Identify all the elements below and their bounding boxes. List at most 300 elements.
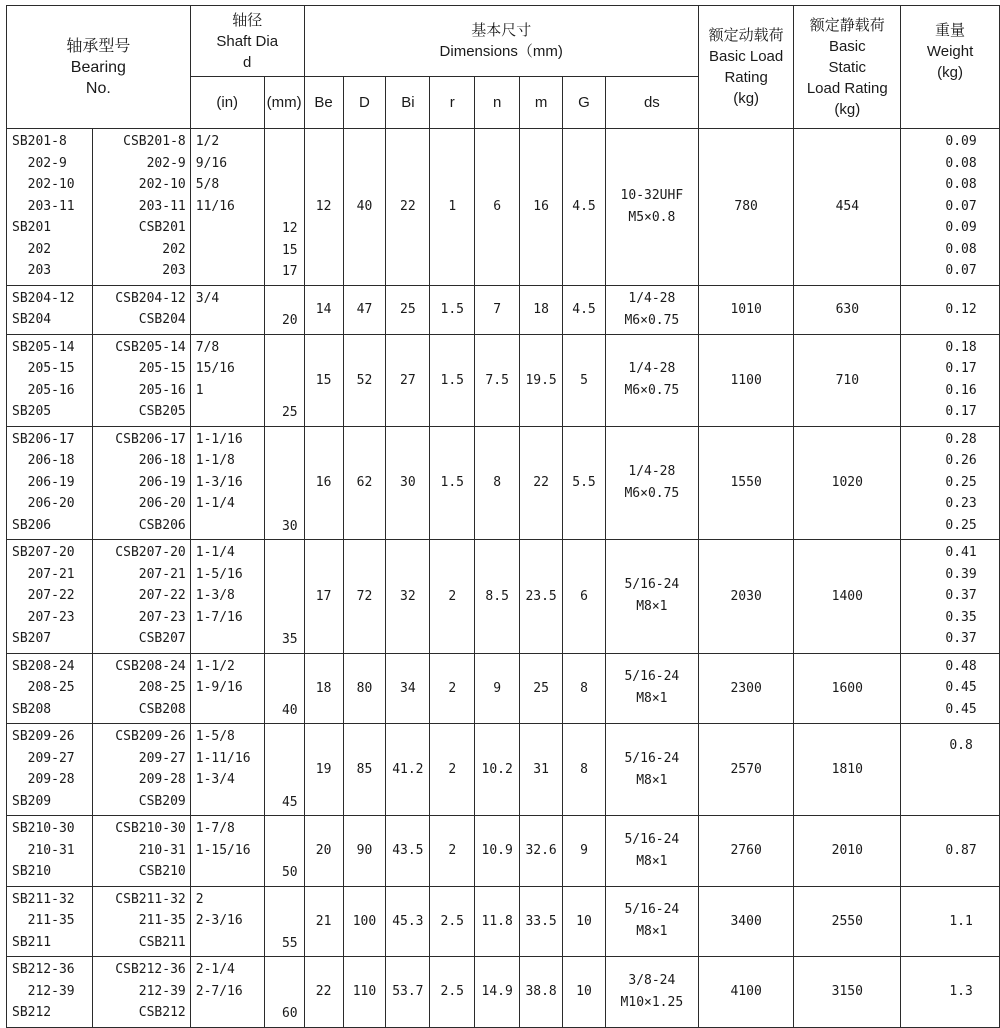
dim-n: 7: [475, 285, 520, 334]
table-row: [7, 285, 1000, 334]
dynamic-load-value: 1550: [698, 426, 794, 540]
weight-value: [901, 653, 1000, 724]
shaft-dia-mm: [264, 724, 304, 816]
header-bearing-no-en2: No.: [85, 79, 111, 97]
dim-bi: 32: [386, 540, 430, 654]
bearing-no-sb-line: SB211-32: [12, 891, 75, 907]
header-bi: Bi: [386, 77, 430, 129]
dim-ds-line: M5×0.8: [628, 209, 676, 225]
shaft-dia-in-line: 1-1/16: [195, 431, 243, 447]
bearing-no-csb-line: CSB207-20: [115, 545, 186, 560]
dim-g: 9: [563, 816, 606, 887]
shaft-dia-in-line: 1-9/16: [195, 680, 243, 695]
dim-bi: 45.3: [386, 886, 430, 957]
weight-value-line: 0.17: [945, 361, 977, 376]
dim-m: 38.8: [520, 957, 563, 1028]
dim-n: 10.2: [475, 724, 520, 816]
bearing-no-csb-line: CSB205-14: [115, 339, 186, 355]
bearing-no-sb-line: SB204-12: [12, 290, 75, 306]
bearing-no-csb-line: 207-22: [138, 588, 186, 603]
bearing-spec-table: [6, 5, 1000, 1028]
shaft-dia-in-line: 1-3/16: [195, 474, 243, 490]
dim-r: 2.5: [430, 886, 475, 957]
bearing-no-sb-line: 207-23: [12, 609, 75, 625]
weight-value-line: 0.08: [945, 241, 977, 257]
shaft-dia-in-line: 1-1/4: [195, 545, 235, 560]
header-shaft-dia-en: Shaft Dia: [216, 32, 279, 50]
shaft-dia-mm: [264, 653, 304, 724]
dim-bi: 30: [386, 426, 430, 540]
dim-be: 14: [304, 285, 343, 334]
bearing-no-csb: [92, 957, 190, 1028]
shaft-dia-in-line: 1/2: [195, 134, 220, 149]
bearing-no-csb-line: 212-39: [138, 983, 186, 999]
dim-g: 6: [563, 540, 606, 654]
header-weight: [901, 6, 1000, 129]
weight-value-line: 0.08: [945, 155, 977, 171]
static-load-value: 2550: [794, 886, 901, 957]
weight-value-line: 0.23: [945, 496, 977, 511]
header-weight-unit: (kg): [937, 64, 963, 81]
header-be: Be: [304, 77, 343, 129]
header-r: r: [430, 77, 475, 129]
shaft-dia-mm-value: 12: [281, 221, 298, 236]
shaft-dia-in: [190, 886, 264, 957]
header-static-load-en: Basic: [828, 37, 866, 55]
shaft-dia-in: [190, 653, 264, 724]
bearing-no-sb: [7, 540, 93, 654]
bearing-no-sb-line: 202: [12, 241, 52, 257]
dynamic-load-value: 2030: [698, 540, 794, 654]
dim-r: 1.5: [430, 334, 475, 426]
dim-m: 25: [520, 653, 563, 724]
dim-ds-line: 5/16-24: [624, 577, 680, 593]
bearing-no-csb-line: 206-19: [138, 474, 186, 490]
dim-g: 4.5: [563, 285, 606, 334]
bearing-no-sb-line: 206-20: [12, 496, 75, 511]
bearing-no-csb-line: 209-27: [138, 750, 186, 766]
shaft-dia-in-line: 9/16: [195, 155, 228, 171]
bearing-no-csb-line: 202-9: [146, 155, 186, 171]
bearing-no-sb: [7, 957, 93, 1028]
dim-ds-line: 5/16-24: [624, 902, 680, 918]
weight-value-line: 1.3: [949, 984, 973, 1000]
dim-be: 19: [304, 724, 343, 816]
weight-value: [901, 816, 1000, 887]
bearing-no-csb-line: CSB212-36: [115, 962, 186, 977]
dim-d: 85: [343, 724, 386, 816]
shaft-dia-in: [190, 957, 264, 1028]
weight-value: [901, 957, 1000, 1028]
header-d: D: [343, 77, 386, 129]
bearing-no-csb-line: CSB201: [138, 220, 186, 235]
dim-ds-line: 1/4-28: [628, 290, 676, 306]
dim-ds-line: M8×1: [636, 691, 668, 707]
bearing-no-sb-line: 209-27: [12, 750, 75, 766]
static-load-value: 1600: [794, 653, 901, 724]
dim-ds: [605, 540, 698, 654]
weight-value: [901, 724, 1000, 816]
weight-value-line: 0.45: [945, 680, 977, 695]
bearing-no-sb-line: 212-39: [12, 983, 75, 999]
dim-ds-line: 5/16-24: [624, 750, 680, 766]
bearing-no-csb-line: 205-15: [138, 361, 186, 376]
dim-ds-line: 1/4-28: [628, 463, 676, 479]
bearing-no-sb-line: SB201-8: [12, 134, 67, 149]
header-dynamic-load-en: Basic Load: [709, 48, 784, 65]
bearing-no-sb-line: SB207-20: [12, 545, 75, 560]
bearing-no-sb-line: SB204: [12, 312, 52, 327]
shaft-dia-mm-value: 40: [281, 702, 298, 718]
dim-r: 1.5: [430, 285, 475, 334]
dim-d: 110: [343, 957, 386, 1028]
bearing-no-sb-line: SB207: [12, 631, 52, 646]
shaft-dia-in-line: 2-3/16: [195, 913, 243, 928]
dynamic-load-value: 780: [698, 129, 794, 286]
dim-ds-line: M8×1: [636, 853, 668, 869]
dim-m: 31: [520, 724, 563, 816]
bearing-no-sb-line: SB211: [12, 934, 52, 950]
shaft-dia-in-line: 1: [195, 382, 204, 398]
weight-value-line: 0.07: [945, 198, 977, 214]
bearing-no-sb-line: 205-16: [12, 382, 75, 398]
bearing-no-sb-line: 206-18: [12, 453, 75, 468]
shaft-dia-in: [190, 724, 264, 816]
dim-ds-line: 1/4-28: [628, 361, 676, 376]
weight-value-line: 0.12: [945, 302, 977, 317]
bearing-no-csb-line: 203: [162, 263, 186, 278]
table-row: [7, 886, 1000, 957]
bearing-no-csb-line: CSB204-12: [115, 290, 186, 306]
header-bearing-no: [7, 6, 191, 129]
bearing-no-csb: [92, 540, 190, 654]
weight-value: [901, 129, 1000, 286]
bearing-no-sb-line: 211-35: [12, 913, 75, 928]
dim-r: 1.5: [430, 426, 475, 540]
static-load-value: 3150: [794, 957, 901, 1028]
header-static-load-cn: 额定静载荷: [809, 16, 885, 34]
bearing-no-csb-line: 206-18: [138, 453, 186, 468]
weight-value: [901, 426, 1000, 540]
dim-ds-line: M10×1.25: [620, 994, 684, 1010]
dim-r: 2: [430, 540, 475, 654]
dim-m: 33.5: [520, 886, 563, 957]
bearing-no-csb-line: 208-25: [138, 680, 186, 695]
bearing-no-csb-line: CSB206-17: [115, 431, 186, 447]
weight-value: [901, 285, 1000, 334]
bearing-no-csb-line: CSB209: [138, 793, 186, 809]
bearing-no-csb-line: CSB204: [138, 312, 186, 327]
shaft-dia-in-line: 1-1/4: [195, 496, 235, 511]
dim-m: 32.6: [520, 816, 563, 887]
dim-g: 4.5: [563, 129, 606, 286]
bearing-no-csb-line: CSB205: [138, 404, 186, 419]
dim-be: 20: [304, 816, 343, 887]
bearing-no-sb: [7, 285, 93, 334]
weight-value: [901, 334, 1000, 426]
table-row: [7, 129, 1000, 286]
header-static-load-en2: Static: [828, 58, 867, 76]
bearing-no-sb-line: SB209: [12, 793, 52, 809]
header-dynamic-load-en2: Rating: [724, 69, 768, 86]
weight-value-line: 0.09: [945, 134, 977, 149]
bearing-no-csb-line: CSB208: [138, 701, 186, 717]
static-load-value: 2010: [794, 816, 901, 887]
dim-ds-line: M8×1: [636, 772, 668, 788]
shaft-dia-mm-value: 25: [281, 405, 298, 420]
header-static-load: [794, 6, 901, 129]
dim-ds-line: 3/8-24: [628, 972, 676, 988]
shaft-dia-mm: [264, 816, 304, 887]
header-ds: ds: [605, 77, 698, 129]
dynamic-load-value: 2570: [698, 724, 794, 816]
dim-n: 8.5: [475, 540, 520, 654]
shaft-dia-in-line: 11/16: [195, 198, 235, 214]
dynamic-load-value: 2760: [698, 816, 794, 887]
shaft-dia-in-line: 3/4: [195, 290, 220, 306]
header-mm: (mm): [264, 77, 304, 129]
weight-value: [901, 540, 1000, 654]
shaft-dia-in: [190, 540, 264, 654]
dim-ds: [605, 653, 698, 724]
header-weight-en: Weight: [926, 43, 974, 60]
shaft-dia-mm: [264, 129, 304, 286]
dim-g: 8: [563, 653, 606, 724]
bearing-no-sb: [7, 886, 93, 957]
dim-ds: [605, 957, 698, 1028]
dim-bi: 53.7: [386, 957, 430, 1028]
bearing-no-sb-line: 209-28: [12, 772, 75, 787]
weight-value-line: 0.25: [945, 474, 977, 490]
static-load-value: 1400: [794, 540, 901, 654]
dim-r: 2: [430, 816, 475, 887]
shaft-dia-mm: [264, 426, 304, 540]
dynamic-load-value: 1010: [698, 285, 794, 334]
bearing-no-csb-line: 207-23: [138, 609, 186, 625]
header-bearing-no-en: Bearing: [70, 58, 126, 76]
bearing-no-sb-line: 202-9: [12, 155, 67, 171]
dim-ds-line: M6×0.75: [624, 312, 680, 328]
dim-d: 40: [343, 129, 386, 286]
weight-value-line: 0.17: [945, 404, 977, 419]
header-static-load-unit: (kg): [834, 100, 861, 118]
dim-n: 9: [475, 653, 520, 724]
shaft-dia-in-line: 1-1/2: [195, 658, 235, 674]
table-row: [7, 426, 1000, 540]
bearing-no-sb-line: 210-31: [12, 842, 75, 858]
dim-r: 2: [430, 653, 475, 724]
table-body: [7, 129, 1000, 1028]
bearing-no-csb-line: 205-16: [138, 382, 186, 398]
dim-g: 10: [563, 957, 606, 1028]
dim-m: 23.5: [520, 540, 563, 654]
dim-ds-line: M8×1: [636, 924, 668, 940]
bearing-no-sb-line: 205-15: [12, 361, 75, 376]
dim-ds-line: M6×0.75: [624, 485, 680, 501]
shaft-dia-mm: [264, 285, 304, 334]
weight-value-line: 0.8: [949, 738, 973, 753]
weight-value: [901, 886, 1000, 957]
bearing-no-csb: [92, 285, 190, 334]
weight-value-line: 0.18: [945, 339, 977, 355]
header-m: m: [520, 77, 563, 129]
bearing-no-sb-line: 207-22: [12, 588, 75, 603]
header-dimensions: [304, 6, 698, 77]
shaft-dia-in-line: 5/8: [195, 177, 220, 192]
shaft-dia-in: [190, 129, 264, 286]
shaft-dia-mm-value: 55: [281, 935, 298, 951]
dim-bi: 27: [386, 334, 430, 426]
dim-n: 8: [475, 426, 520, 540]
dim-bi: 34: [386, 653, 430, 724]
bearing-no-csb-line: CSB211-32: [115, 891, 186, 907]
bearing-no-sb: [7, 129, 93, 286]
weight-value-line: 0.28: [945, 431, 977, 447]
shaft-dia-in-line: 1-7/16: [195, 609, 243, 625]
static-load-value: 1020: [794, 426, 901, 540]
header-dynamic-load-unit: (kg): [733, 90, 760, 107]
bearing-no-csb-line: 207-21: [138, 566, 186, 582]
bearing-no-csb-line: CSB201-8: [123, 134, 186, 149]
bearing-no-sb-line: 202-10: [12, 177, 75, 192]
dim-g: 10: [563, 886, 606, 957]
shaft-dia-in: [190, 334, 264, 426]
header-static-load-en3: Load Rating: [806, 79, 888, 97]
shaft-dia-mm-value: 15: [281, 242, 298, 258]
dim-d: 47: [343, 285, 386, 334]
shaft-dia-in: [190, 426, 264, 540]
dim-n: 14.9: [475, 957, 520, 1028]
bearing-no-csb: [92, 886, 190, 957]
dim-ds-line: M8×1: [636, 599, 668, 615]
dim-m: 16: [520, 129, 563, 286]
header-in: (in): [190, 77, 264, 129]
dim-r: 1: [430, 129, 475, 286]
weight-value-line: 0.45: [945, 701, 977, 717]
weight-value-line: 0.39: [945, 566, 977, 582]
dim-ds: [605, 285, 698, 334]
bearing-no-csb-line: 203-11: [138, 198, 186, 214]
bearing-no-sb-line: SB212-36: [12, 962, 75, 977]
dim-g: 5: [563, 334, 606, 426]
shaft-dia-in-line: 1-5/8: [195, 729, 235, 744]
static-load-value: 454: [794, 129, 901, 286]
bearing-no-csb-line: CSB210-30: [115, 821, 186, 836]
bearing-no-csb: [92, 426, 190, 540]
bearing-no-csb-line: CSB211: [138, 934, 186, 950]
bearing-no-sb-line: 207-21: [12, 566, 75, 582]
bearing-no-csb: [92, 816, 190, 887]
dim-ds: [605, 816, 698, 887]
dim-d: 80: [343, 653, 386, 724]
dim-d: 72: [343, 540, 386, 654]
bearing-no-csb-line: 211-35: [138, 913, 186, 928]
weight-value-line: 0.08: [945, 177, 977, 192]
header-dynamic-load: [698, 6, 794, 129]
shaft-dia-mm: [264, 957, 304, 1028]
table-row: [7, 957, 1000, 1028]
dim-ds: [605, 334, 698, 426]
header-bearing-no-cn: 轴承型号: [66, 37, 131, 55]
table-row: [7, 816, 1000, 887]
header-dimensions-en: Dimensions（mm): [439, 43, 563, 60]
weight-value-line: 0.25: [945, 517, 977, 533]
bearing-no-csb-line: 210-31: [138, 842, 186, 858]
dim-bi: 22: [386, 129, 430, 286]
shaft-dia-mm-value: 50: [281, 865, 298, 880]
dim-m: 22: [520, 426, 563, 540]
bearing-no-sb: [7, 724, 93, 816]
bearing-no-csb-line: 209-28: [138, 772, 186, 787]
bearing-no-sb: [7, 653, 93, 724]
dim-ds-line: M6×0.75: [624, 383, 680, 398]
bearing-no-sb-line: SB212: [12, 1005, 52, 1020]
shaft-dia-in-line: 1-1/8: [195, 453, 235, 468]
shaft-dia-in-line: 15/16: [195, 361, 235, 376]
header-shaft-dia: [190, 6, 304, 77]
bearing-spec-table-wrapper: [6, 5, 1000, 1028]
bearing-no-sb-line: SB210-30: [12, 821, 75, 836]
bearing-no-csb-line: CSB206: [138, 517, 186, 533]
dim-d: 52: [343, 334, 386, 426]
weight-value-line: 0.37: [945, 631, 977, 646]
shaft-dia-in-line: 1-3/8: [195, 588, 235, 603]
bearing-no-sb: [7, 426, 93, 540]
dynamic-load-value: 2300: [698, 653, 794, 724]
header-dimensions-cn: 基本尺寸: [471, 22, 532, 39]
header-dynamic-load-cn: 额定动载荷: [708, 27, 784, 44]
shaft-dia-mm-value: 30: [281, 518, 298, 534]
header-weight-cn: 重量: [935, 22, 966, 39]
bearing-no-csb: [92, 334, 190, 426]
weight-value-line: 0.37: [945, 588, 977, 603]
header-shaft-dia-cn: 轴径: [232, 11, 263, 29]
header-g: G: [563, 77, 606, 129]
dim-ds: [605, 724, 698, 816]
static-load-value: 630: [794, 285, 901, 334]
bearing-no-csb-line: 206-20: [138, 496, 186, 511]
dynamic-load-value: 3400: [698, 886, 794, 957]
weight-value-line: 0.26: [945, 453, 977, 468]
table-row: [7, 724, 1000, 816]
bearing-no-csb-line: CSB208-24: [115, 658, 186, 674]
shaft-dia-in-line: 2: [195, 891, 204, 907]
shaft-dia-mm-value: 60: [281, 1006, 298, 1021]
bearing-no-sb-line: SB210: [12, 864, 52, 879]
weight-value-line: 0.16: [945, 382, 977, 398]
dim-n: 7.5: [475, 334, 520, 426]
weight-value-line: 0.48: [945, 658, 977, 674]
bearing-no-csb-line: 202-10: [138, 177, 186, 192]
bearing-no-sb-line: SB205: [12, 404, 52, 419]
shaft-dia-mm-value: 20: [281, 313, 298, 328]
dim-ds: [605, 129, 698, 286]
dim-be: 22: [304, 957, 343, 1028]
weight-value-line: 0.35: [945, 609, 977, 625]
shaft-dia-mm: [264, 540, 304, 654]
dynamic-load-value: 4100: [698, 957, 794, 1028]
dim-n: 10.9: [475, 816, 520, 887]
bearing-no-csb: [92, 653, 190, 724]
weight-value-line: 1.1: [949, 913, 973, 929]
header-n: n: [475, 77, 520, 129]
bearing-no-csb-line: CSB207: [138, 631, 186, 646]
table-row: [7, 653, 1000, 724]
dim-be: 12: [304, 129, 343, 286]
bearing-no-sb-line: SB209-26: [12, 729, 75, 744]
bearing-no-sb-line: 208-25: [12, 680, 75, 695]
dim-ds-line: 10-32UHF: [620, 187, 684, 203]
